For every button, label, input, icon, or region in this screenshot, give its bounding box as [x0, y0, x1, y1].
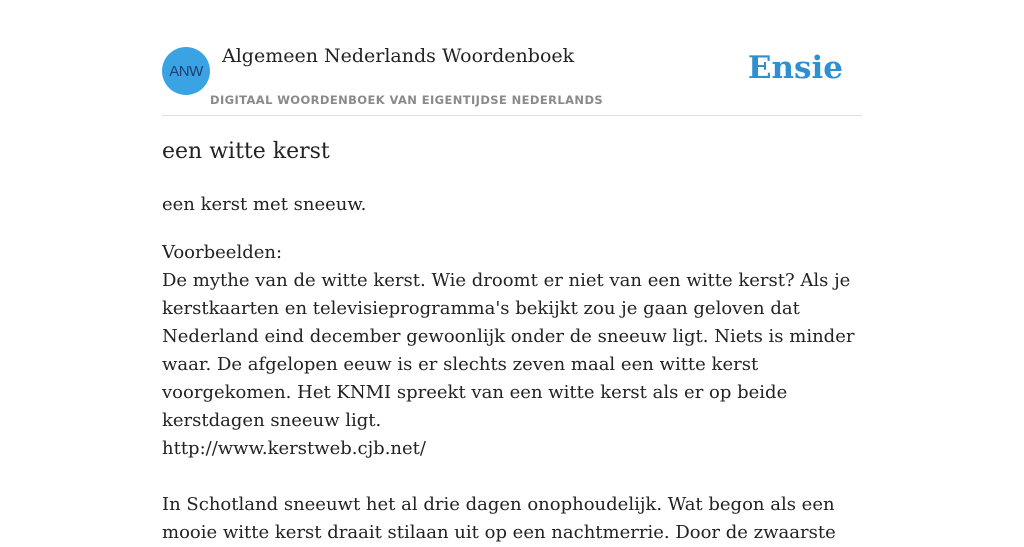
site-subtitle: DIGITAAL WOORDENBOEK VAN EIGENTIJDSE NEDERLANDS [210, 93, 604, 107]
entry-definition: een kerst met sneeuw. [162, 194, 367, 215]
example-text: In Schotland sneeuwt het al drie dagen onophoudelijk. Wat begon als een mooie witte kerst draait stilaan uit op een nachtmerrie. Door de zwaarste [162, 494, 836, 543]
anw-logo-text: ANW [169, 62, 203, 80]
ensie-brand-link[interactable]: Ensie [747, 50, 843, 86]
examples-section [162, 239, 862, 547]
example-text: De mythe van de witte kerst. Wie droomt er niet van een witte kerst? Als je kerstkaarten en televisieprogramma's bekijkt zou je gaan geloven dat Nederland eind december gewoonlijk onder de sneeuw ligt. Niets is minder waar. De afgelopen eeuw is er slechts zeven maal een witte kerst voorgekomen. Het KNMI spreekt van een witte kerst als er op beide kerstdagen sneeuw ligt. [162, 270, 855, 431]
header-divider [162, 115, 862, 116]
page [162, 0, 862, 543]
site-title[interactable]: Algemeen Nederlands Woordenboek [222, 45, 575, 67]
example-source: http://www.kerstweb.cjb.net/ [162, 438, 426, 459]
entry-headword: een witte kerst [162, 139, 330, 164]
anw-logo[interactable] [162, 47, 210, 95]
examples-label: Voorbeelden: [162, 242, 283, 263]
example-spacer [162, 463, 862, 491]
